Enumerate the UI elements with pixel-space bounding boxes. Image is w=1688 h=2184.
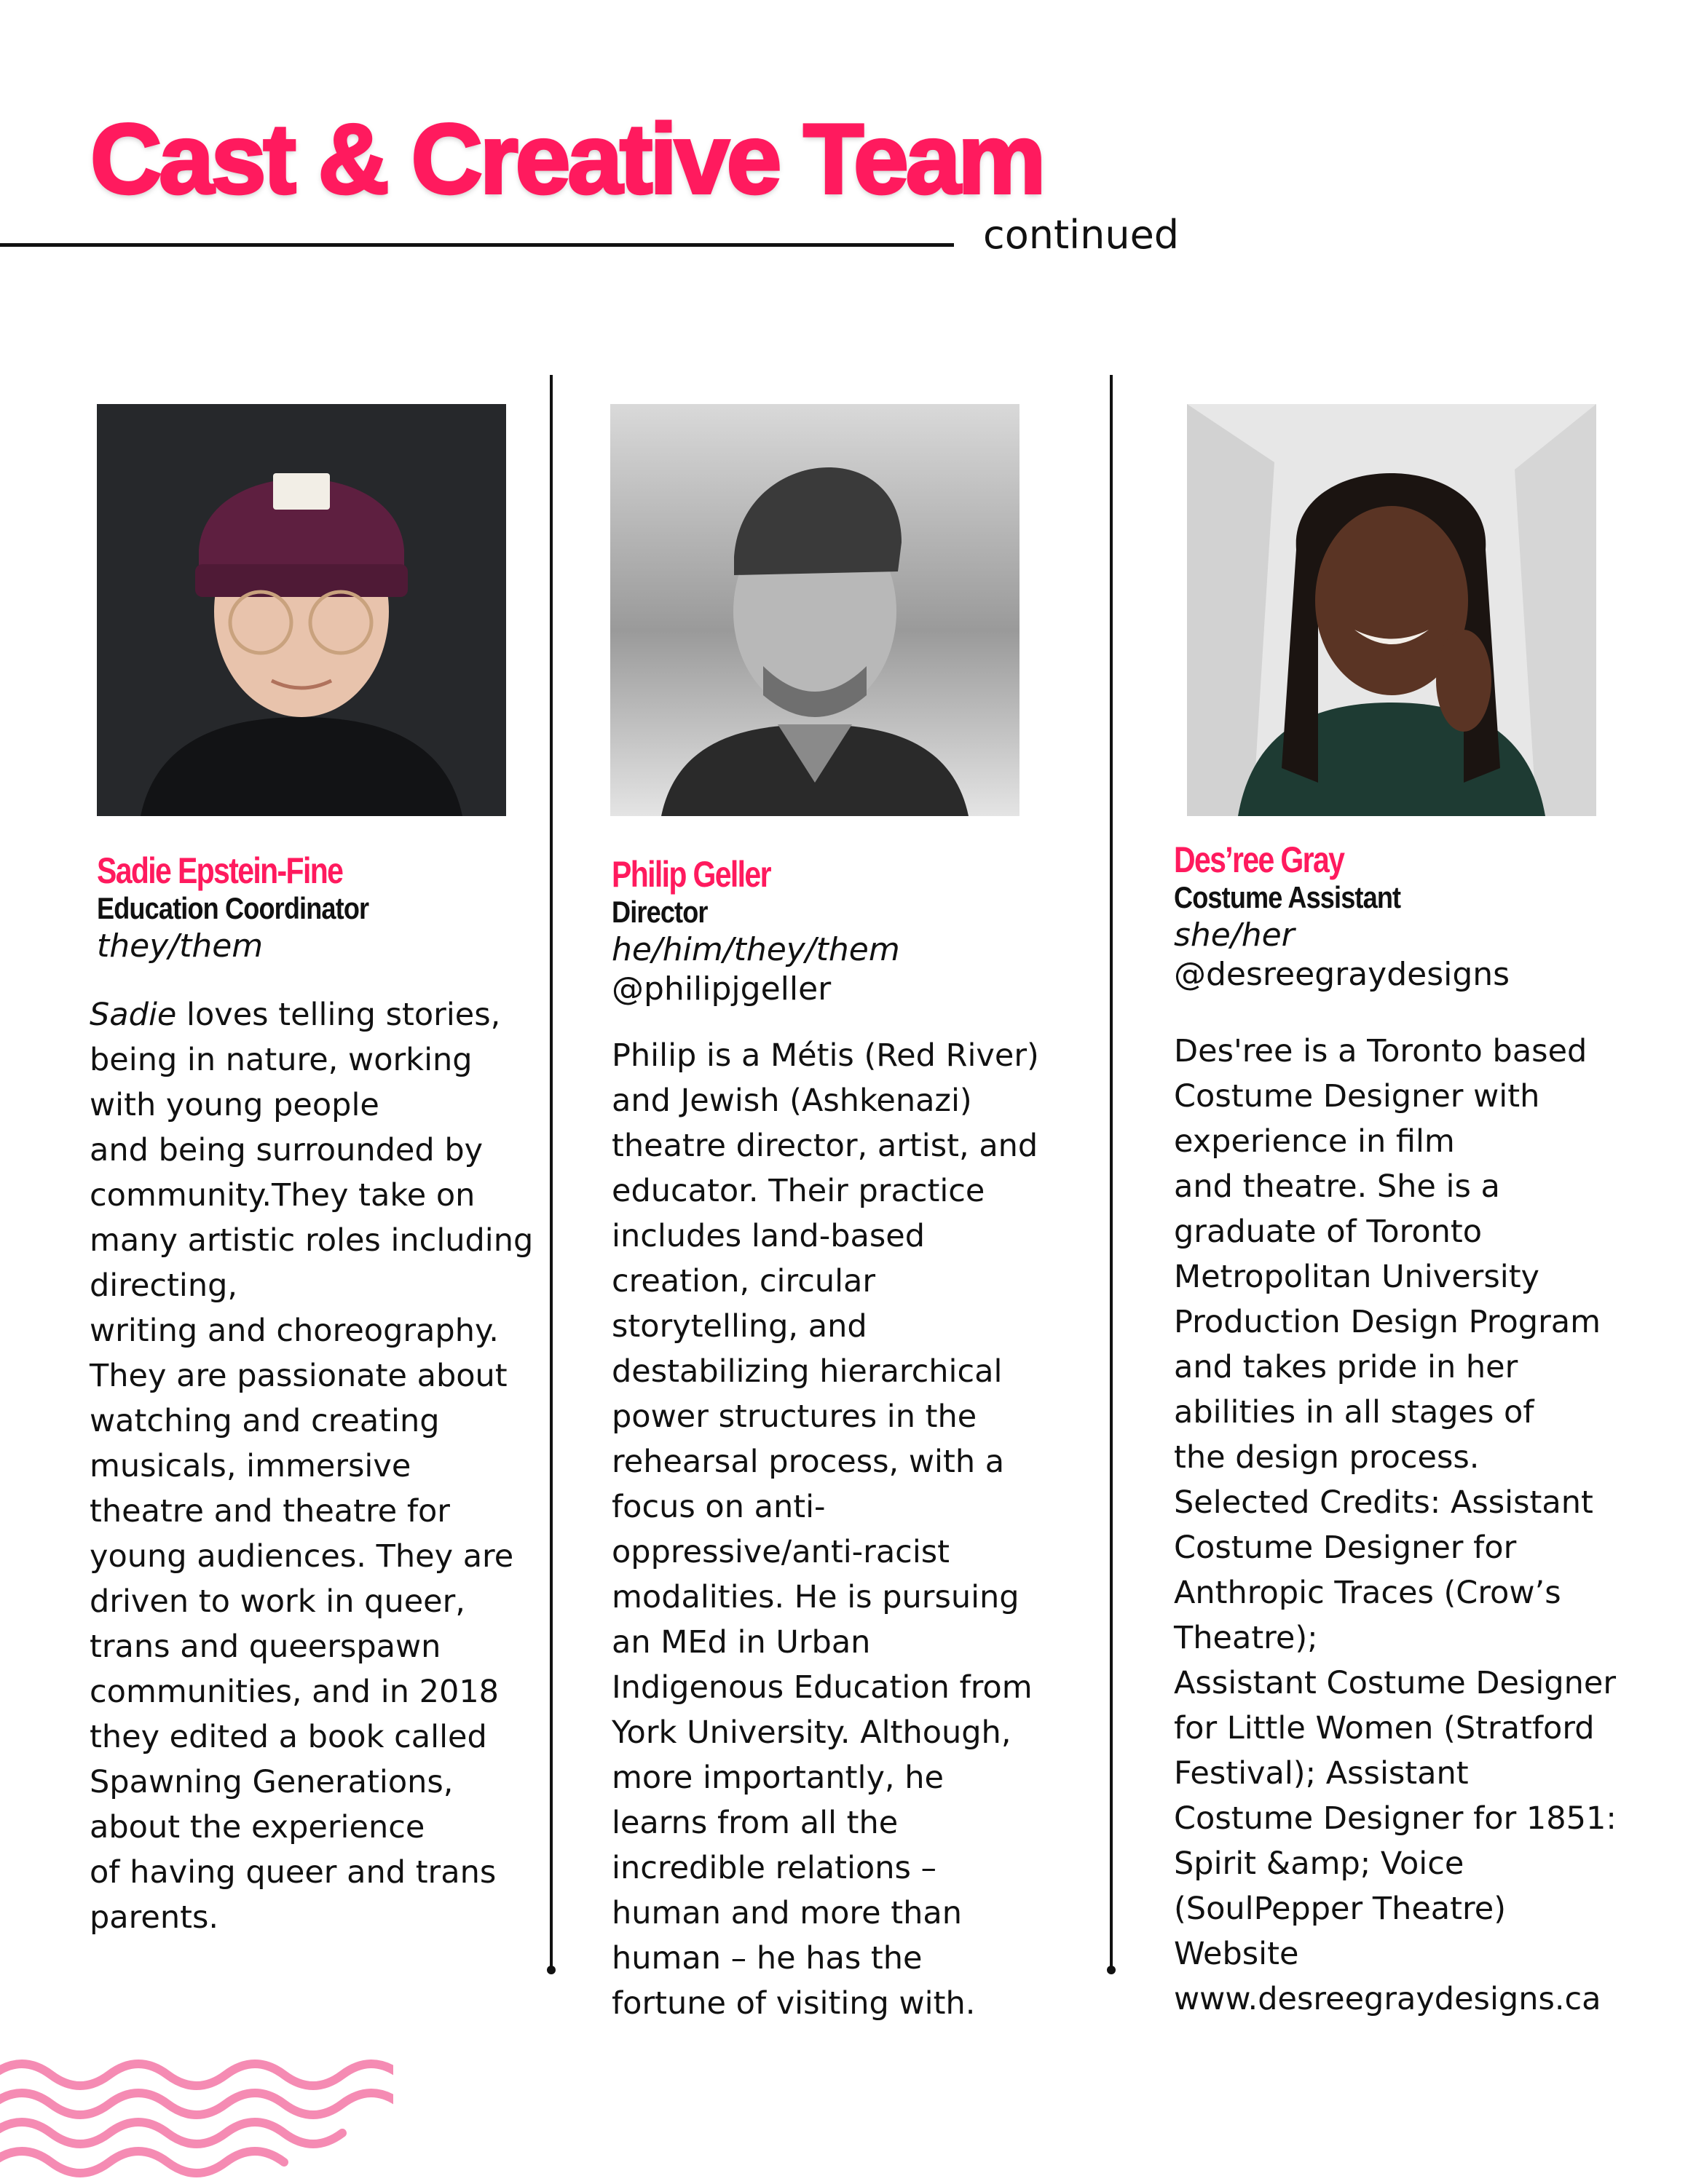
team-member-sadie [90,850,534,1940]
column-divider-end-dot [1107,1966,1116,1974]
team-member-philip [612,855,1078,2026]
member-role: Director [612,894,708,929]
bio-line: about the experience [90,1808,425,1845]
bio-line: community.They take on [90,1176,476,1214]
bio-line: abilities in all stages of [1174,1394,1534,1431]
column-divider [550,375,553,1969]
bio-line: directing, [90,1267,238,1304]
bio-line: with young people [90,1086,379,1123]
bio-line: Costume Designer for [1174,1530,1517,1567]
bio-line: young audiences. They are [90,1538,514,1575]
member-social-handle: @desreegraydesigns [1174,955,1510,993]
member-social-handle: @philipjgeller [612,970,832,1008]
bio-line: Metropolitan University [1174,1259,1539,1296]
member-name: Sadie Epstein-Fine [97,850,343,891]
team-member-desree [1174,841,1655,2022]
bio-line: and theatre. She is a [1174,1168,1500,1206]
column-divider-end-dot [547,1966,556,1974]
bio-line: Costume Designer for 1851: [1174,1800,1617,1837]
bio-line: theatre and theatre for [90,1492,450,1530]
member-name: Philip Geller [612,854,770,895]
bio-line: for Little Women (Stratford [1174,1710,1595,1747]
bio-line: Anthropic Traces (Crow’s [1174,1575,1561,1612]
bio-line: writing and choreography. [90,1312,499,1349]
bio-line: Assistant Costume Designer [1174,1665,1617,1702]
bio-line: includes land-based [612,1218,926,1255]
bio-line: driven to work in queer, [90,1583,465,1620]
bio-line: and takes pride in her [1174,1349,1518,1386]
bio-line: York University. Although, [612,1714,1011,1752]
bio-line: of having queer and trans [90,1853,497,1891]
member-pronouns: she/her [1174,916,1295,954]
member-role: Costume Assistant [1174,879,1401,914]
bio-line: Philip is a Métis (Red River) [612,1037,1039,1075]
portrait-photo-sadie [97,404,506,816]
bio-line: Website [1174,1936,1299,1973]
bio-line: trans and queerspawn [90,1628,441,1665]
bio-line: watching and creating [90,1402,440,1439]
bio-line: learns from all the [612,1805,899,1842]
bio-line: power structures in the [612,1398,977,1436]
title-underline [0,243,954,247]
bio-line: They are passionate about [90,1357,508,1394]
member-role: Education Coordinator [97,890,369,925]
bio-line: educator. Their practice [612,1173,985,1210]
bio-line: an MEd in Urban [612,1624,871,1661]
bio-line-text: loves telling stories, [186,996,501,1033]
bio-line: Spirit &amp; Voice [1174,1845,1464,1883]
column-divider [1110,375,1113,1969]
bio-line: more importantly, he [612,1760,944,1797]
bio-line: Spawning Generations, [90,1763,454,1800]
page-title: Cast & Creative Team [90,103,1044,214]
bio-line: destabilizing hierarchical [612,1353,1003,1390]
bio-line: the design process. [1174,1439,1480,1476]
member-bio [612,1033,1078,2026]
bio-line: Theatre); [1174,1620,1318,1657]
portrait-photo-desree [1187,404,1596,816]
bio-line: musicals, immersive [90,1447,411,1484]
bio-line: human and more than [612,1895,962,1932]
portrait-illustration [97,404,506,816]
bio-line: (SoulPepper Theatre) [1174,1891,1506,1928]
bio-line: fortune of visiting with. [612,1985,976,2022]
bio-line: Production Design Program [1174,1304,1601,1341]
bio-line: modalities. He is pursuing [612,1579,1019,1616]
bio-line: they edited a book called [90,1718,487,1755]
member-bio [90,992,534,1940]
bio-line: experience in film [1174,1123,1455,1160]
bio-line: and Jewish (Ashkenazi) [612,1083,972,1120]
member-bio [1174,1029,1655,2022]
bio-line: theatre director, artist, and [612,1128,1038,1165]
bio-line: parents. [90,1899,219,1936]
bio-lead-italic: Sadie [90,996,177,1033]
bio-line: Indigenous Education from [612,1669,1033,1706]
bio-line: graduate of Toronto [1174,1214,1483,1251]
bio-line: and being surrounded by [90,1131,484,1168]
bio-line: communities, and in 2018 [90,1673,500,1710]
portrait-photo-philip [610,404,1019,816]
bio-line [90,992,526,1037]
bio-line: oppressive/anti-racist [612,1534,950,1571]
bio-line: Selected Credits: Assistant [1174,1484,1593,1522]
decorative-waves [0,2038,393,2184]
bio-line: www.desreegraydesigns.ca [1174,1981,1601,2018]
bio-line: many artistic roles including [90,1222,534,1259]
portrait-illustration [1187,404,1596,816]
bio-line: Costume Designer with [1174,1078,1540,1115]
bio-line: human – he has the [612,1940,923,1977]
bio-line: Des'ree is a Toronto based [1174,1033,1588,1070]
bio-line: focus on anti- [612,1489,826,1526]
bio-line: incredible relations – [612,1850,937,1887]
bio-line: storytelling, and [612,1308,867,1345]
member-name: Des’ree Gray [1174,839,1344,880]
member-pronouns: he/him/they/them [612,930,900,968]
bio-line: creation, circular [612,1263,876,1300]
bio-line: Festival); Assistant [1174,1755,1469,1792]
bio-line: rehearsal process, with a [612,1444,1005,1481]
bio-line: being in nature, working [90,1041,473,1078]
page-subtitle: continued [983,212,1180,258]
member-pronouns: they/them [97,927,264,965]
portrait-illustration [610,404,1019,816]
